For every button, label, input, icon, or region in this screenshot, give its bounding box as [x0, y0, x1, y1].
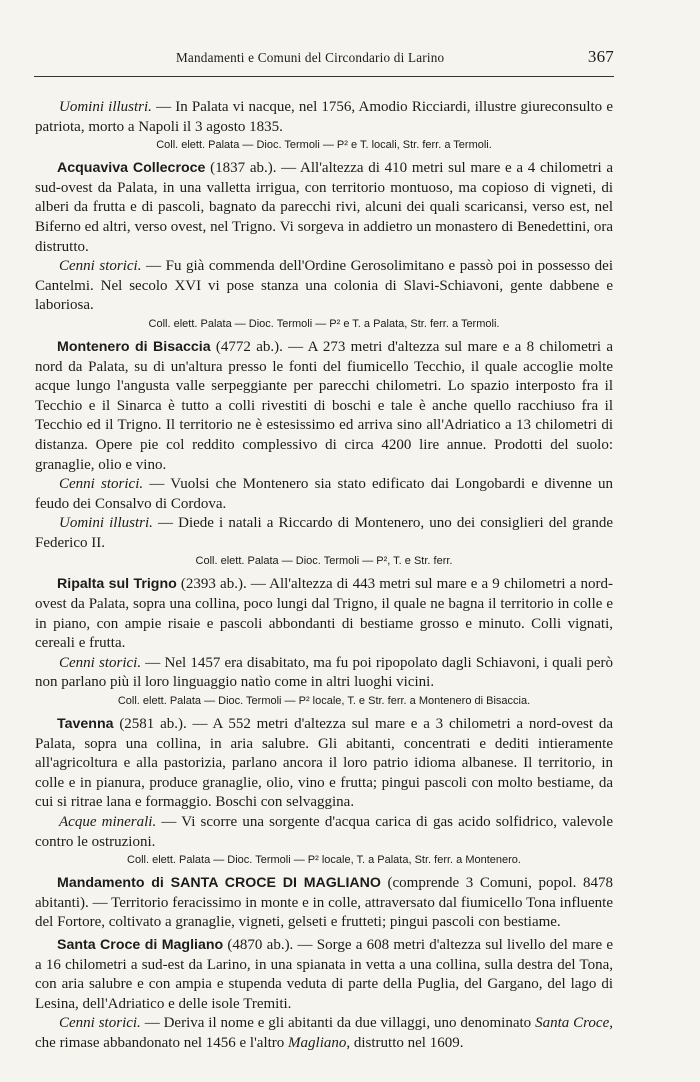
entry-name: Acquaviva Collecroce — [57, 160, 206, 177]
entry-name: Santa Croce di Magliano — [57, 936, 224, 953]
paragraph-montenero-illustri: Uomini illustri. — Diede i natali a Riccardo di Montenero, uno dei consiglieri del grande Federico II. — [35, 515, 613, 551]
page-number: 367 — [587, 47, 614, 66]
entry-mandamento-santa-croce: Mandamento di SANTA CROCE DI MAGLIANO (comprende 3 Comuni, popol. 8478 abitanti). — Territorio feracissimo in monte e in colle, attraversato dal fiumicello Tona influente del Fortore, coltivato a granaglie, vigneti, gelseti e frutteti; pingui pascoli con bestiame. — [35, 875, 613, 931]
entry-montenero: Montenero di Bisaccia (4772 ab.). — A 273 metri d'altezza sul mare e a 8 chilometri a nord da Palata, su di un'altura presso le fonti del fiumicello Tecchio, il quale accoglie molte acque lungo l'angusta valle serpeggiante per parecchi chilometri. Lo spazio interposto fra il Tecchio e il Sinarca è tutto a colli rivestiti di boschi e tale è anche quello racchiuso fra il Tecchio ed il Trigno. Il territorio ne è estesissimo ed arriva sino all'Adriatico a 13 chilometri di distanza. Opere pie col reddito complessivo di circa 4200 lire annue. Prodotti del suolo: granaglie, olio e vino. — [35, 338, 613, 473]
reference-line: Coll. elett. Palata — Dioc. Termoli — P² e T. locali, Str. ferr. a Termoli. — [156, 139, 492, 152]
paragraph-santa-croce-storici: Cenni storici. — Deriva il nome e gli abitanti da due villaggi, uno denominato Santa Croce, che rimase abbandonato nel 1456 e l'altro Magliano, distrutto nel 1609. — [35, 1015, 613, 1051]
paragraph-palata-illustri: Uomini illustri. — In Palata vi nacque, nel 1756, Amodio Ricciardi, illustre giureconsulto e patriota, morto a Napoli il 3 agosto 1835. — [35, 99, 614, 135]
entry-name: Tavenna — [57, 716, 114, 733]
entry-tavenna: Tavenna (2581 ab.). — A 552 metri d'altezza sul mare e a 3 chilometri a nord-ovest da Palata, sopra una collina, in aria salubre. Gli abitanti, concentrati e dediti intieramente all'agricoltura e alla pastorizia, parlano ancora il loro patrio idioma albanese. Il territorio, in colle e in pianura, produce granaglie, olio, vino e frutta; pingui pascoli con molto bestiame, da cui si ritrae lana e formaggio. Boschi con selvaggina. — [35, 716, 613, 811]
reference-line: Coll. elett. Palata — Dioc. Termoli — P² e T. a Palata, Str. ferr. a Termoli. — [148, 317, 500, 330]
reference-line: Coll. elett. Palata — Dioc. Termoli — P² locale, T. a Palata, Str. ferr. a Montenero. — [127, 854, 521, 867]
entry-santa-croce: Santa Croce di Magliano (4870 ab.). — Sorge a 608 metri d'altezza sul livello del mare e a 16 chilometri a sud-est da Larino, in una spianata in vetta a una collina, sulla destra del Tona, con aria salubre e con ampia e stupenda veduta di parte della Puglia, del Gargano, del lago di Lesina, dell'Adriatico e delle isole Tremiti. — [35, 936, 613, 1012]
section-label: Uomini illustri. — [59, 99, 152, 115]
entry-ripalta: Ripalta sul Trigno (2393 ab.). — All'altezza di 443 metri sul mare e a 9 chilometri a nord-ovest da Palata, sopra una collina, poco lungi dal Trigno, il quale ne bagna il territorio in colle e in piano, con ampie risaie e pascoli abbondanti di bestiame grosso e minuto. Colli vignati, cereali e frutta. — [35, 576, 613, 652]
reference-line: Coll. elett. Palata — Dioc. Termoli — P² locale, T. e Str. ferr. a Montenero di Bisaccia. — [117, 695, 531, 708]
entry-acquaviva: Acquaviva Collecroce (1837 ab.). — All'altezza di 410 metri sul mare e a 4 chilometri a sud-ovest da Palata, in una valletta irrigua, con territorio montuoso, ma copioso di vigneti, di alberi da frutta e di pascoli, bagnato da parecchi rivi, alcuni dei quali scaricansi, verso est, nel Biferno ed altri, verso ovest, nel Trigno. Vi sorgeva in addietro un monastero di Benedettini, ora distrutto. — [35, 160, 613, 255]
page-body — [35, 98, 613, 1054]
paragraph-acquaviva-storici: Cenni storici. — Fu già commenda dell'Ordine Gerosolimitano e passò poi in possesso dei Cantelmi. Nel secolo XVI vi pose stanza una colonia di Slavi-Schiavoni, gente dabbene e laboriosa. — [35, 258, 613, 314]
paragraph-montenero-storici: Cenni storici. — Vuolsi che Montenero sia stato edificato dai Longobardi e divenne un feudo dei Consalvo di Cordova. — [35, 476, 613, 512]
paragraph-tavenna-acque: Acque minerali. — Vi scorre una sorgente d'acqua carica di gas acido solfidrico, valevole contro le ostruzioni. — [35, 814, 614, 850]
reference-line: Coll. elett. Palata — Dioc. Termoli — P², T. e Str. ferr. — [195, 555, 453, 568]
running-title: Mandamenti e Comuni del Circondario di Larino — [176, 50, 445, 65]
entry-name: Ripalta sul Trigno — [57, 576, 177, 593]
entry-name: SANTA CROCE DI MAGLIANO — [170, 875, 381, 892]
header-rule — [34, 76, 614, 77]
paragraph-ripalta-storici: Cenni storici. — Nel 1457 era disabitato, ma fu poi ripopolato dagli Schiavoni, i quali però non parlano più il loro linguaggio natìo come in altri luoghi vicini. — [35, 654, 613, 691]
entry-name: Montenero di Bisaccia — [57, 338, 211, 355]
